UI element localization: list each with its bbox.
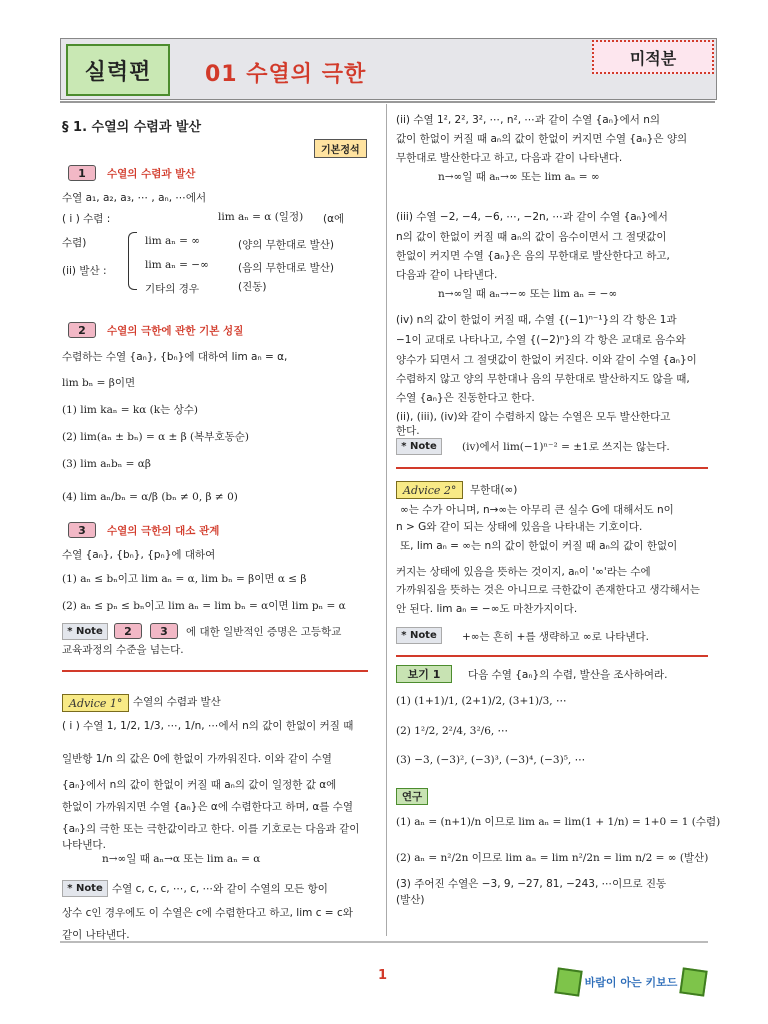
advice-1-line: 나타낸다. (62, 839, 106, 851)
h1-diverge-pos-note: (양의 무한대로 발산) (238, 239, 335, 251)
header-divider (60, 101, 715, 103)
advice-1-line: 일반항 1/n 의 값은 0에 한없이 가까워진다. 이와 같이 수열 (62, 753, 332, 765)
solution-line: (3) 주어진 수열은 −3, 9, −27, 81, −243, ⋯이므로 진동 (396, 878, 667, 890)
h1-converge-note2: 수렴) (62, 237, 87, 249)
section-title: § 1. 수열의 수렴과 발산 (62, 120, 202, 135)
chapter-label-box (66, 44, 170, 96)
chapter-label: 실력편 (84, 59, 152, 85)
heading-3-title: 수열의 극한의 대소 관계 (107, 525, 220, 537)
p-iv-line: (ii), (iii), (iv)와 같이 수렴하지 않는 수열은 모두 발산한다고 (396, 411, 671, 423)
solution-line: (발산) (396, 894, 425, 906)
h2-line: (1) lim kaₙ = kα (k는 상수) (62, 404, 198, 416)
note3-text: (iv)에서 lim(−1)ⁿ⁻² = ±1로 쓰지는 않는다. (462, 441, 670, 453)
note1-text2: 교육과정의 수준을 넘는다. (62, 644, 184, 656)
advice-1-line: 한없이 가까워지면 수열 {aₙ}은 α에 수렴한다고 하며, α를 수열 (62, 801, 354, 813)
heading-1-title: 수열의 수렴과 발산 (107, 168, 196, 180)
cube-icon (554, 967, 582, 996)
subject-badge (592, 40, 714, 74)
page-number: 1 (378, 968, 388, 983)
example-title: 다음 수열 {aₙ}의 수렴, 발산을 조사하여라. (468, 669, 668, 681)
heading-number-2: 2 (68, 322, 96, 338)
h2-line: lim bₙ = β이면 (62, 377, 136, 389)
ref-box-2: 2 (114, 623, 142, 639)
basic-formula-badge: 기본정석 (314, 139, 367, 158)
p-iv-line: (iv) n의 값이 한없이 커질 때, 수열 {(−1)ⁿ⁻¹}의 각 항은 1과 (396, 314, 677, 326)
p-iii-line: (iii) 수열 −2, −4, −6, ⋯, −2n, ⋯과 같이 수열 {aₙ}에서 (396, 211, 668, 223)
h1-diverge-pos: lim aₙ = ∞ (145, 235, 201, 247)
advice-2-line: n > G와 같이 되는 상태에 있음을 나타내는 기호이다. (396, 521, 643, 533)
h2-line: (4) lim aₙ/bₙ = α/β (bₙ ≠ 0, β ≠ 0) (62, 491, 238, 503)
advice-1-line: {aₙ}에서 n의 값이 한없이 커질 때 aₙ의 값이 일정한 값 α에 (62, 779, 337, 791)
advice-2-title: 무한대(∞) (470, 484, 518, 496)
h1-diverge-neg-note: (음의 무한대로 발산) (238, 262, 335, 274)
solution-line: (1) aₙ = (n+1)/n 이므로 lim aₙ = lim(1 + 1/n) = 1+0 = 1 (수렴) (396, 816, 721, 828)
h2-line: 수렴하는 수열 {aₙ}, {bₙ}에 대하여 lim aₙ = α, (62, 351, 288, 363)
note2-line: 같이 나타낸다. (62, 929, 130, 941)
h1-diverge-neg: lim aₙ = −∞ (145, 259, 209, 271)
p-iv-line: 수열 {aₙ}은 진동한다고 한다. (396, 392, 535, 404)
p-iii-line: 다음과 같이 나타낸다. (396, 269, 498, 281)
section-rule (396, 467, 708, 469)
publisher-logo (556, 964, 706, 1000)
p-iii-formula: n→∞일 때 aₙ→−∞ 또는 lim aₙ = −∞ (438, 288, 618, 300)
p-iv-line: −1이 교대로 나타나고, 수열 {(−2)ⁿ}의 각 항은 교대로 음수와 (396, 334, 686, 346)
advice-1-title: 수열의 수렴과 발산 (133, 696, 221, 708)
note1-text: 에 대한 일반적인 증명은 고등학교 (186, 626, 342, 638)
advice-1-formula: n→∞일 때 aₙ→α 또는 lim aₙ = α (102, 853, 261, 865)
p-iv-line: 수렴하지 않고 양의 무한대나 음의 무한대로 발산하지도 않을 때, (396, 373, 690, 385)
h1-other: 기타의 경우 (145, 283, 200, 295)
logo-text: 바람이 아는 키보드 (584, 976, 678, 989)
note2-line: 수열 c, c, c, ⋯, c, ⋯와 같이 수열의 모든 항이 (112, 883, 328, 895)
cube-icon (680, 967, 708, 996)
solution-badge: 연구 (396, 788, 428, 805)
brace (128, 232, 137, 290)
advice-2-line: 커지는 상태에 있음을 뜻하는 것이지, aₙ이 '∞'라는 수에 (396, 566, 651, 578)
h1-converge-note: (α에 (323, 213, 345, 225)
h1-line: 수열 a₁, a₂, a₃, ⋯ , aₙ, ⋯에서 (62, 192, 207, 204)
p-iii-line: 한없이 커지면 수열 {aₙ}은 음의 무한대로 발산한다고 하고, (396, 250, 670, 262)
h1-converge-label: ( i ) 수렴 : (62, 213, 111, 225)
advice-1-line: {aₙ}의 극한 또는 극한값이라고 한다. 이를 기호로는 다음과 같이 (62, 823, 360, 835)
h1-diverge-label: (ii) 발산 : (62, 265, 107, 277)
example-item: (2) 1²/2, 2²/4, 3²/6, ⋯ (396, 725, 509, 737)
advice-2-line: 또, lim aₙ = ∞는 n의 값이 한없이 커질 때 aₙ의 값이 한없이 (400, 540, 678, 552)
advice-2-badge: Advice 2° (396, 481, 463, 499)
subject-label: 미적분 (629, 48, 677, 68)
p-ii-line: 값이 한없이 커질 때 aₙ의 값이 한없이 커지면 수열 {aₙ}은 양의 (396, 133, 688, 145)
p-ii-line: (ii) 수열 1², 2², 3², ⋯, n², ⋯과 같이 수열 {aₙ}에서 n의 (396, 114, 661, 126)
h3-line: 수열 {aₙ}, {bₙ}, {pₙ}에 대하여 (62, 549, 216, 561)
solution-line: (2) aₙ = n²/2n 이므로 lim aₙ = lim n²/2n = lim n/2 = ∞ (발산) (396, 852, 709, 864)
note-badge: * Note (396, 627, 442, 644)
h1-other-note: (진동) (238, 281, 267, 293)
advice-2-line: 안 된다. lim aₙ = −∞도 마찬가지이다. (396, 603, 578, 615)
note-badge: * Note (62, 880, 108, 897)
column-divider (386, 104, 387, 936)
p-iv-line: 양수가 되면서 그 절댓값이 한없이 커진다. 이와 같이 수열 {aₙ}이 (396, 354, 697, 366)
heading-number-3: 3 (68, 522, 96, 538)
p-iv-line: 한다. (396, 425, 420, 437)
p-ii-formula: n→∞일 때 aₙ→∞ 또는 lim aₙ = ∞ (438, 171, 600, 183)
note-badge: * Note (62, 623, 108, 640)
p-iii-line: n의 값이 한없이 커질 때 aₙ의 값이 음수이면서 그 절댓값이 (396, 231, 667, 243)
h1-converge-formula: lim aₙ = α (일정) (218, 211, 304, 223)
footer-rule (60, 941, 708, 943)
note2-line: 상수 c인 경우에도 이 수열은 c에 수렴한다고 하고, lim c = c와 (62, 907, 353, 919)
example-badge: 보기 1 (396, 665, 452, 683)
note-badge: * Note (396, 438, 442, 455)
section-rule (396, 655, 708, 657)
example-item: (3) −3, (−3)², (−3)³, (−3)⁴, (−3)⁵, ⋯ (396, 754, 586, 766)
example-item: (1) (1+1)/1, (2+1)/2, (3+1)/3, ⋯ (396, 695, 567, 707)
h3-line: (2) aₙ ≤ pₙ ≤ bₙ이고 lim aₙ = lim bₙ = α이면 lim pₙ = α (62, 600, 346, 612)
p-ii-line: 무한대로 발산한다고 하고, 다음과 같이 나타낸다. (396, 152, 623, 164)
section-rule (62, 670, 368, 672)
h2-line: (3) lim aₙbₙ = αβ (62, 458, 151, 470)
note4-text: +∞는 흔히 +를 생략하고 ∞로 나타낸다. (462, 631, 649, 643)
chapter-title: 01 수열의 극한 (205, 62, 367, 87)
heading-2-title: 수열의 극한에 관한 기본 성질 (107, 325, 244, 337)
advice-2-line: 가까워짐을 뜻하는 것은 아니므로 극한값이 존재한다고 생각해서는 (396, 584, 701, 596)
advice-1-line: ( i ) 수열 1, 1/2, 1/3, ⋯, 1/n, ⋯에서 n의 값이 한없이 커질 때 (62, 720, 354, 732)
heading-number-1: 1 (68, 165, 96, 181)
advice-2-line: ∞는 수가 아니며, n→∞는 아무리 큰 실수 G에 대해서도 n이 (400, 504, 674, 516)
ref-box-3: 3 (150, 623, 178, 639)
advice-1-badge: Advice 1° (62, 694, 129, 712)
h3-line: (1) aₙ ≤ bₙ이고 lim aₙ = α, lim bₙ = β이면 α ≤ β (62, 573, 307, 585)
h2-line: (2) lim(aₙ ± bₙ) = α ± β (복부호동순) (62, 431, 249, 443)
